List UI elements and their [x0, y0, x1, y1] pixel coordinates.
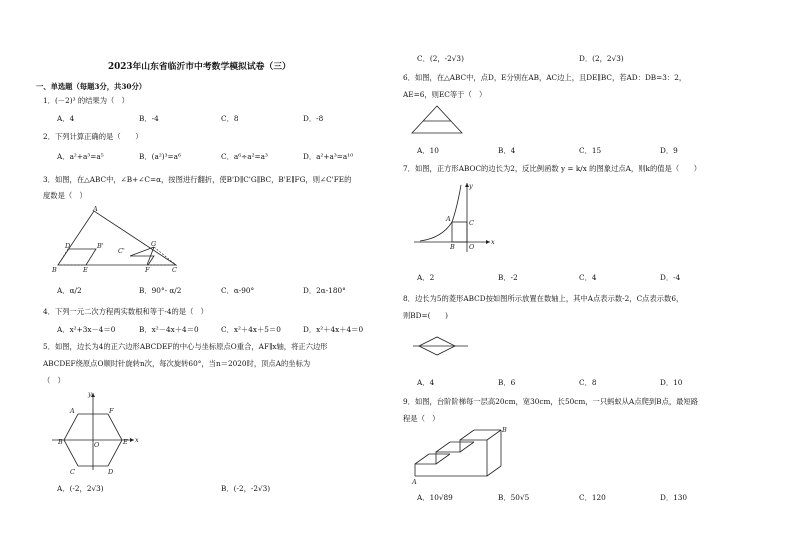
q3-triangle-abc [58, 211, 176, 265]
q5-stem-line3: （ ） [43, 376, 65, 385]
q3-label-b: B [52, 266, 57, 274]
q5-label-a: A [70, 407, 75, 415]
q3-label-cprime: C' [118, 247, 125, 255]
q3-label-d: D [65, 242, 71, 250]
q6-triangle-abc [412, 106, 462, 133]
q6-option-d: D．9 [660, 146, 678, 155]
q3-label-f: F [145, 266, 150, 274]
q8-stem-line1: 8．边长为5的菱形ABCD按如图所示放置在数轴上，其中A点表示数-2，C点表示数6， [403, 294, 684, 303]
q9-stairs-figure [412, 428, 527, 488]
q5-label-f: F [109, 407, 114, 415]
q5-label-e: E [123, 438, 128, 446]
q8-rhombus-figure [412, 330, 472, 360]
q7-hyperbola [420, 185, 461, 241]
q7-label-o: O [469, 243, 475, 251]
q1-option-a: A．4 [57, 114, 75, 123]
q5-axis-x-label: x [135, 436, 139, 444]
q7-label-a: A [446, 215, 451, 223]
q9-stem-line2: 程是（ ） [403, 414, 440, 423]
q8-option-d: D．10 [660, 378, 683, 387]
q3-label-c: C [172, 266, 177, 274]
q3-label-g: G [151, 240, 157, 248]
q4-stem: 4．下列一元二次方程两实数根和等于-4的是（ ） [43, 307, 208, 316]
q5-stem-line1: 5．如图，边长为4的正六边形ABCDEF的中心与坐标原点O重合，AF∥x轴，将正六边形 [43, 342, 328, 351]
q9-label-b: B [502, 426, 507, 434]
q4-option-b: B．x²－4x＋4＝0 [139, 325, 199, 334]
q3-stem-line1: 3．如图，在△ABC中，∠B+∠C=α，按图进行翻折，使B'D∥C'G∥BC，B'E∥FG，则∠C'FE的 [43, 175, 352, 184]
q7-axis-x-label: x [491, 238, 495, 246]
q5-option-a: A．(-2，2√3) [57, 484, 104, 493]
q3-label-a: A [93, 205, 98, 213]
q3-stem-line2: 度数是（ ） [43, 191, 87, 200]
q7-option-d: D．-4 [660, 273, 681, 282]
q5-stem-line2: ABCDEF绕原点O顺时针旋转n次，每次旋转60°，当n＝2020时，顶点A的坐标为 [43, 359, 311, 368]
q3-option-d: D．2α-180° [303, 286, 346, 295]
q1-option-b: B．-4 [139, 114, 159, 123]
q7-label-c: C [469, 219, 474, 227]
q9-label-a: A [412, 478, 417, 486]
q5-option-b: B．(-2，-2√3) [221, 484, 271, 493]
q5-axis-y-label: y [88, 390, 92, 398]
q7-option-c: C．4 [579, 273, 597, 282]
q6-option-a: A．10 [417, 146, 439, 155]
q2-stem: 2．下列计算正确的是（ ） [43, 132, 143, 141]
q7-graph-figure [412, 180, 502, 255]
q3-label-e: E [83, 266, 88, 274]
q7-square-abco [452, 222, 467, 242]
q3-option-c: C．α-90° [221, 286, 255, 295]
q6-option-c: C．15 [579, 146, 602, 155]
q3-option-a: A．α/2 [57, 286, 82, 295]
q3-label-bprime: B' [97, 242, 104, 250]
q9-stair-front [415, 440, 487, 476]
q6-stem-line2: AE=6，则EC等于（ ） [403, 90, 487, 99]
q9-option-d: D．130 [660, 493, 688, 502]
q9-stem-line1: 9．如图，台阶阶梯每一层高20cm，宽30cm，长50cm，一只蚂蚁从A点爬到B点，最短路 [403, 397, 699, 406]
q7-option-a: A．2 [417, 273, 435, 282]
q7-option-b: B．-2 [498, 273, 518, 282]
q3-option-b: B．90°- α/2 [139, 286, 182, 295]
q6-triangle-figure [409, 103, 469, 137]
q2-option-b: B．(a²)³=a⁶ [139, 152, 181, 161]
q2-option-d: D．a²+a³=a¹⁰ [303, 152, 354, 161]
q7-label-b: B [450, 243, 455, 251]
q9-option-a: A．10√89 [417, 493, 453, 502]
q3-fold-left [68, 249, 96, 265]
q8-option-a: A．4 [417, 378, 435, 387]
q1-option-d: D．-8 [303, 114, 324, 123]
q5-label-b: B [58, 438, 63, 446]
q8-stem-line2: 则BD=( ) [403, 311, 448, 320]
q3-triangle-figure [50, 204, 190, 279]
q4-option-d: D．x²＋4x＋4＝0 [303, 325, 364, 334]
q4-option-a: A．x²+3x－4＝0 [57, 325, 116, 334]
q5-label-o: O [94, 441, 100, 449]
q5-option-c: C．(2，-2√3) [417, 54, 464, 63]
q2-option-c: C．a⁶÷a²=a³ [221, 152, 268, 161]
q8-option-c: C．8 [579, 378, 597, 387]
q7-axis-y-label: y [469, 182, 473, 190]
q6-option-b: B．4 [498, 146, 516, 155]
q5-label-c: C [70, 468, 75, 476]
section-heading: 一、单选题（每题3分，共30分） [36, 82, 147, 91]
q6-stem-line1: 6．如图，在△ABC中，点D，E分别在AB，AC边上，且DE∥BC，若AD：DB=3：2， [403, 73, 687, 82]
q7-stem: 7．如图，正方形ABOC的边长为2，反比例函数 y = k/x 的图象过点A，则k的值是（ ） [403, 164, 702, 173]
q4-option-c: C．x²＋4x＋5＝0 [221, 325, 281, 334]
q1-option-c: C．8 [221, 114, 239, 123]
q5-hexagon-figure [50, 390, 145, 475]
q8-option-b: B．6 [498, 378, 516, 387]
page-title: 2023年山东省临沂市中考数学模拟试卷（三） [108, 62, 291, 72]
q9-option-c: C．120 [579, 493, 606, 502]
q2-option-a: A．a²+a³=a⁵ [57, 152, 104, 161]
q5-option-d: D．(2，2√3) [579, 54, 624, 63]
q5-label-d: D [108, 468, 114, 476]
q9-option-b: B．50√5 [498, 493, 530, 502]
q1-stem: 1．(－2)³ 的结果为（ ） [43, 96, 129, 105]
